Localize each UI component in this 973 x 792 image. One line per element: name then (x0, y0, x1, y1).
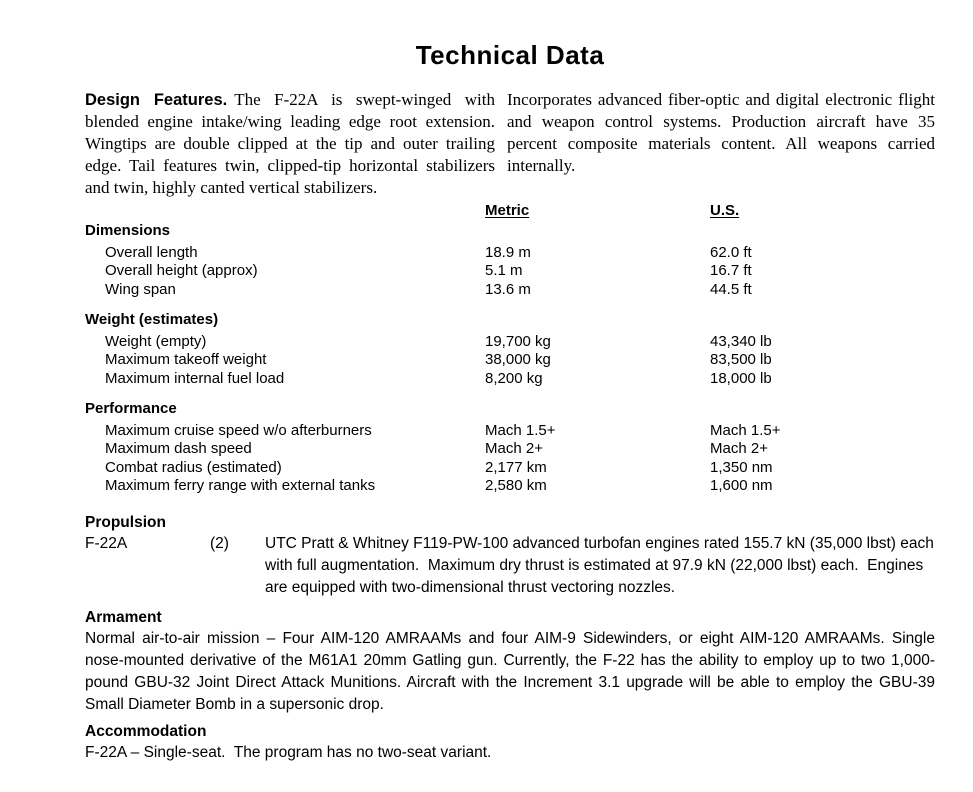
spec-value-metric: Mach 1.5+ (485, 421, 556, 439)
spec-table-header-row (85, 202, 935, 221)
spec-label: Overall height (approx) (105, 262, 258, 279)
spec-table (85, 202, 935, 496)
spec-row (85, 440, 935, 459)
spec-label: Combat radius (estimated) (105, 458, 282, 476)
propulsion-row (85, 533, 939, 599)
intro-left-text: The F-22A is swept-winged with blended engine intake/wing leading edge root extension. Wingtips are double clipped at the tip and outer trailing edge. Tail features twin, clipped-tip horizontal stabilizers and twin, highly canted vertical stabilizers. (85, 90, 495, 197)
armament-section (85, 608, 935, 716)
column-header-metric: Metric (485, 202, 530, 219)
intro-left-column (85, 89, 495, 199)
spec-label: Maximum dash speed (105, 440, 252, 457)
section-header-dimensions: Dimensions (85, 222, 171, 239)
spec-header-spacer (85, 202, 485, 221)
column-header-us: U.S. (710, 202, 740, 219)
spec-row (85, 370, 935, 389)
accommodation-section (85, 722, 935, 764)
page-title: Technical Data (415, 40, 605, 70)
section-header-performance: Performance (85, 400, 177, 417)
spec-value-us: 44.5 ft (710, 280, 752, 298)
section-performance (85, 400, 935, 496)
spec-label: Maximum takeoff weight (105, 351, 267, 368)
spec-value-us: 1,600 nm (710, 477, 773, 494)
section-dimensions (85, 222, 935, 299)
propulsion-heading: Propulsion (85, 513, 166, 531)
propulsion-description: UTC Pratt & Whitney F119-PW-100 advanced turbofan engines rated 155.7 kN (35,000 lbst) each with full augmentation. Maximum dry thrust is estimated at 97.9 kN (22,000 lbst) each. Engines are equipped with two-dimensional thrust vectoring nozzles. (265, 534, 939, 596)
spec-value-metric: 13.6 m (485, 280, 531, 298)
spec-value-metric: 38,000 kg (485, 351, 551, 368)
intro-section (85, 89, 935, 199)
spec-value-metric: 19,700 kg (485, 332, 551, 350)
spec-label: Overall length (105, 243, 198, 261)
spec-row (85, 244, 935, 263)
spec-value-metric: 18.9 m (485, 243, 531, 261)
spec-value-us: 83,500 lb (710, 351, 772, 368)
spec-row (85, 477, 935, 496)
spec-row (85, 281, 935, 300)
spec-row (85, 333, 935, 352)
spec-row (85, 351, 935, 370)
spec-value-us: Mach 2+ (710, 440, 768, 457)
spec-value-us: 1,350 nm (710, 458, 773, 476)
spec-value-us: Mach 1.5+ (710, 421, 781, 439)
design-features-heading: Design Features. (85, 91, 228, 109)
section-weight (85, 311, 935, 388)
section-header-weight: Weight (estimates) (85, 311, 219, 328)
spec-row (85, 262, 935, 281)
spec-label: Maximum internal fuel load (105, 369, 285, 387)
accommodation-text: F-22A – Single-seat. The program has no two-seat variant. (85, 743, 492, 761)
armament-heading: Armament (85, 608, 162, 626)
spec-value-metric: 8,200 kg (485, 369, 543, 387)
spec-value-us: 16.7 ft (710, 262, 752, 279)
spec-label: Maximum cruise speed w/o afterburners (105, 421, 372, 439)
spec-label: Weight (empty) (105, 332, 207, 350)
propulsion-section (85, 513, 939, 599)
propulsion-model: F-22A (85, 534, 128, 552)
spec-value-metric: 2,177 km (485, 458, 547, 476)
spec-value-metric: Mach 2+ (485, 440, 543, 457)
spec-value-us: 18,000 lb (710, 369, 772, 387)
spec-value-metric: 5.1 m (485, 262, 523, 279)
propulsion-quantity: (2) (210, 534, 229, 552)
spec-label: Wing span (105, 280, 176, 298)
armament-text: Normal air-to-air mission – Four AIM-120 AMRAAMs and four AIM-9 Sidewinders, or eight AIM-120 AMRAAMs. Single nose-mounted derivative of the M61A1 20mm Gatling gun. Currently, the F-22 has the ability to employ up to two 1,000-pound GBU-32 Joint Direct Attack Munitions. Aircraft with the Increment 3.1 upgrade will be able to employ the GBU-39 Small Diameter Bomb in a supersonic drop. (85, 629, 935, 713)
spec-value-us: 43,340 lb (710, 332, 772, 350)
intro-right-column: Incorporates advanced fiber-optic and digital electronic flight and weapon control systems. Production aircraft have 35 percent composite materials content. All weapons carried internally. (507, 90, 935, 175)
spec-row (85, 459, 935, 478)
spec-row (85, 422, 935, 441)
accommodation-heading: Accommodation (85, 722, 207, 740)
spec-value-us: 62.0 ft (710, 243, 752, 261)
spec-label: Maximum ferry range with external tanks (105, 477, 376, 494)
document-content (85, 0, 939, 764)
spec-value-metric: 2,580 km (485, 477, 547, 494)
